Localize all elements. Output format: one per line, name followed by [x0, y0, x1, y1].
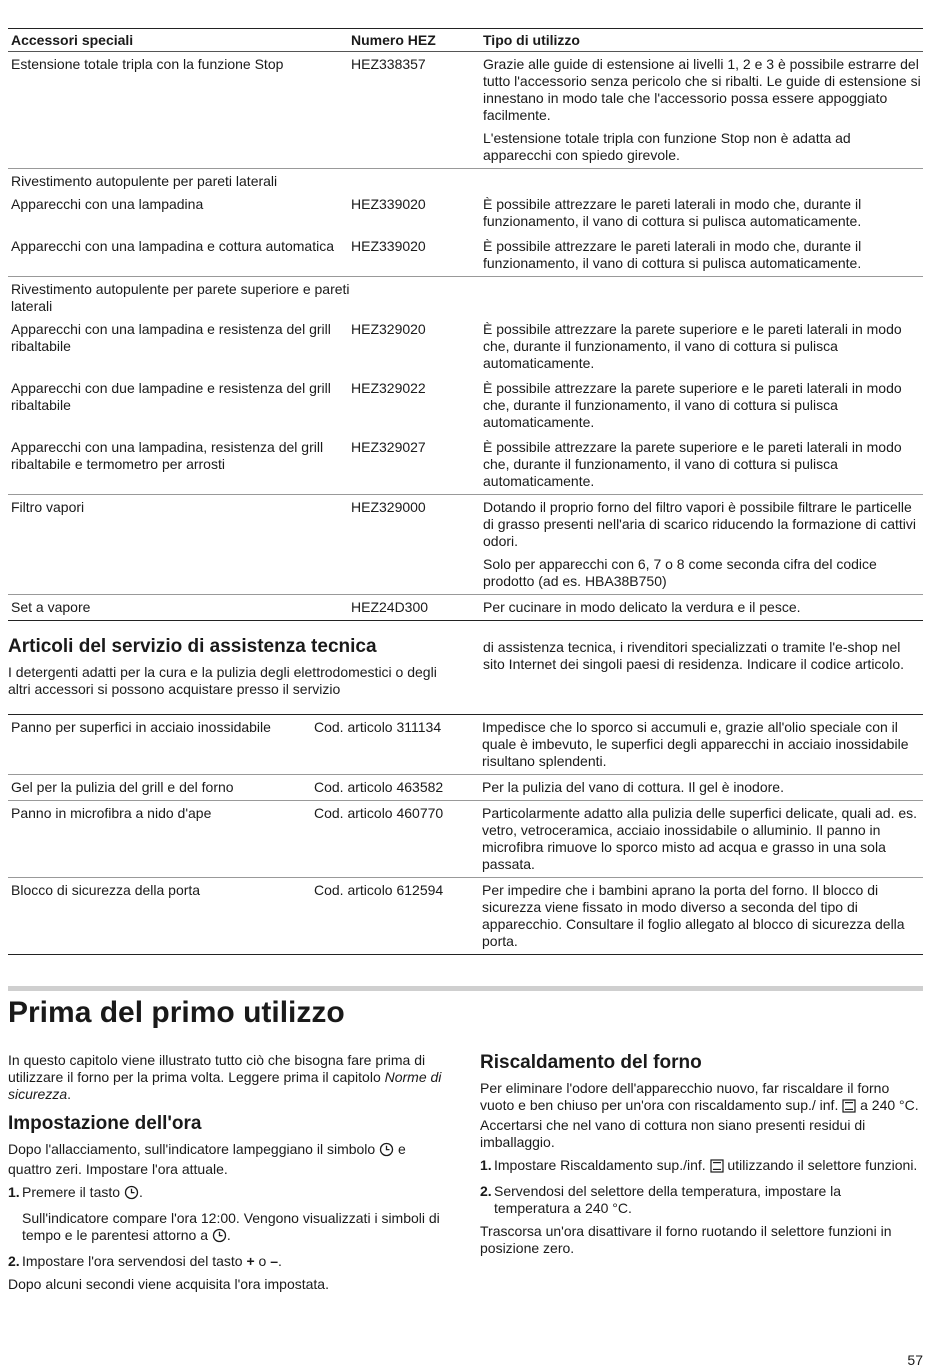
- cell-desc: [483, 56, 923, 164]
- cell-desc: Per cucinare in modo delicato la verdura e il pesce.: [483, 599, 801, 615]
- cell-name: Blocco di sicurezza della porta: [11, 882, 201, 898]
- step-1: 1. Impostare Riscaldamento sup./inf. utilizzando il selettore funzioni.: [480, 1157, 920, 1177]
- accessori-table: [8, 28, 923, 621]
- table-row: [8, 317, 923, 376]
- cell-desc: Per impedire che i bambini aprano la porta del forno. Il blocco di sicurezza viene fissato in modo diverso a seconda del tipo di apparecchio. Consultare il foglio allegato al blocco di sicurezza della porta.: [482, 882, 905, 949]
- cell-code: HEZ338357: [351, 56, 426, 72]
- cell-code: HEZ329027: [351, 439, 426, 455]
- chapter-title: Prima del primo utilizzo: [8, 996, 345, 1029]
- body-text: Dopo alcuni secondi viene acquisita l'ora impostata.: [8, 1276, 329, 1292]
- body-text: Per eliminare l'odore dell'apparecchio nuovo, far riscaldare il forno vuoto e ben chiuso per un'ora con riscaldamento sup./ inf. a 240 °C. Accertarsi che nel vano di cottura non siano presenti residui di imballaggio.: [480, 1080, 919, 1150]
- cell-desc: Particolarmente adatto alla pulizia delle superfici delicate, quali ad. es. vetro, vetroceramica, acciaio inossidabile o alluminio. Il panno in microfibra rimuove lo sporco misto ad acqua e grasso in una sola passata.: [482, 805, 918, 872]
- step-text: Impostare l'ora servendosi del tasto + o –.: [22, 1253, 282, 1269]
- cell-code: HEZ339020: [351, 196, 426, 212]
- cell-name: Panno per superfici in acciaio inossidabile: [11, 719, 271, 735]
- cell-desc: [483, 499, 923, 590]
- step-2: 2. Servendosi del selettore della temperatura, impostare la temperatura a 240 °C.: [480, 1183, 920, 1217]
- top-bottom-heat-icon: [842, 1099, 856, 1117]
- body-text: I detergenti adatti per la cura e la pulizia degli elettrodomestici o degli altri accessori si possono acquistare presso il servizio: [8, 664, 437, 697]
- cell-desc: Impedisce che lo sporco si accumuli e, grazie all'olio speciale con il quale è imbevuto, le superfici degli apparecchi in acciaio inossidabile risultano splendenti.: [482, 719, 909, 769]
- left-column: [8, 1052, 448, 1293]
- table-row: [8, 801, 923, 878]
- section-divider: [8, 986, 923, 991]
- page-number: 57: [907, 1352, 923, 1368]
- cell-name: Apparecchi con due lampadine e resistenza del grill ribaltabile: [11, 380, 331, 413]
- column-header: Accessori speciali: [11, 31, 134, 48]
- intro-text: In questo capitolo viene illustrato tutto ciò che bisogna fare prima di utilizzare il forno per la prima volta. Leggere prima il capitolo Norme di sicurezza.: [8, 1052, 442, 1102]
- table-row: [8, 715, 923, 775]
- step-2: 2. Impostare l'ora servendosi del tasto + o –.: [8, 1253, 448, 1270]
- desc-para: Grazie alle guide di estensione ai livelli 1, 2 e 3 è possibile estrarre del tutto l'accessorio senza pericolo che si ribalti. Le guide di estensione si innestano in modo tale che l'accessorio possa essere appoggiato facilmente.: [483, 56, 921, 123]
- desc-para: L'estensione totale tripla con funzione Stop non è adatta ad apparecchi con spiedo girevole.: [483, 130, 851, 163]
- top-bottom-heat-icon: [710, 1159, 724, 1177]
- cell-desc: È possibile attrezzare la parete superiore e le pareti laterali in modo che, durante il funzionamento, il vano di cottura si pulisca automaticamente.: [483, 439, 902, 489]
- table-row: [8, 435, 923, 495]
- table-row: [8, 52, 923, 169]
- right-column: [480, 1052, 920, 1257]
- step-text: Impostare Riscaldamento sup./inf. utilizzando il selettore funzioni.: [494, 1157, 920, 1177]
- cell-name: Filtro vapori: [11, 499, 85, 515]
- cell-name: Panno in microfibra a nido d'ape: [11, 805, 212, 821]
- plus-icon: +: [246, 1253, 255, 1269]
- body-text: Dopo l'allacciamento, sull'indicatore lampeggiano il simbolo e quattro zeri. Impostare l'ora attuale.: [8, 1141, 406, 1177]
- step-text: Servendosi del selettore della temperatura, impostare la temperatura a 240 °C.: [494, 1183, 842, 1216]
- cell-code: Cod. articolo 311134: [314, 719, 442, 735]
- cell-desc: È possibile attrezzare le pareti laterali in modo che, durante il funzionamento, il vano di cottura si pulisca automaticamente.: [483, 196, 862, 229]
- desc-para: Dotando il proprio forno del filtro vapori è possibile filtrare le particelle di grasso presenti nell'aria di scarico riducendo la formazione di cattivi odori.: [483, 499, 916, 549]
- clock-icon: [212, 1228, 227, 1247]
- table-row: [8, 376, 923, 435]
- cell-name: Estensione totale tripla con la funzione Stop: [11, 56, 284, 72]
- section-heading: Riscaldamento del forno: [480, 1052, 702, 1073]
- cell-code: HEZ329020: [351, 321, 426, 337]
- section-heading: Impostazione dell'ora: [8, 1113, 202, 1134]
- cell-desc: È possibile attrezzare la parete superiore e le pareti laterali in modo che, durante il funzionamento, il vano di cottura si pulisca automaticamente.: [483, 380, 902, 430]
- cell-name: Rivestimento autopulente per parete superiore e pareti laterali: [11, 281, 350, 314]
- table-row: [8, 192, 923, 234]
- table-row: [8, 595, 923, 621]
- section-heading: Articoli del servizio di assistenza tecnica: [8, 636, 377, 657]
- body-text: Trascorsa un'ora disattivare il forno ruotando il selettore funzioni in posizione zero.: [480, 1223, 892, 1256]
- cell-desc: Per la pulizia del vano di cottura. Il gel è inodore.: [482, 779, 784, 795]
- desc-para: Solo per apparecchi con 6, 7 o 8 come seconda cifra del codice prodotto (ad es. HBA38B750): [483, 556, 877, 589]
- column-header: Numero HEZ: [351, 31, 436, 48]
- cell-code: Cod. articolo 612594: [314, 882, 444, 898]
- table-row: [8, 495, 923, 595]
- clock-icon: [124, 1185, 139, 1204]
- clock-icon: [379, 1142, 394, 1161]
- cell-name: Set a vapore: [11, 599, 91, 615]
- cell-name: Apparecchi con una lampadina e cottura automatica: [11, 238, 334, 254]
- assistenza-section: [8, 636, 923, 698]
- cell-code: HEZ339020: [351, 238, 426, 254]
- cell-code: HEZ329000: [351, 499, 426, 515]
- cell-desc: È possibile attrezzare la parete superiore e le pareti laterali in modo che, durante il funzionamento, il vano di cottura si pulisca automaticamente.: [483, 321, 902, 371]
- table-row-group-header: [8, 277, 923, 317]
- table-row: [8, 234, 923, 277]
- cell-code: Cod. articolo 463582: [314, 779, 444, 795]
- cell-name: Rivestimento autopulente per pareti laterali: [11, 173, 278, 189]
- cell-code: HEZ329022: [351, 380, 426, 396]
- cell-code: Cod. articolo 460770: [314, 805, 444, 821]
- cell-desc: È possibile attrezzare le pareti laterali in modo che, durante il funzionamento, il vano di cottura si pulisca automaticamente.: [483, 238, 862, 271]
- minus-icon: –: [270, 1253, 279, 1269]
- table-row: [8, 775, 923, 801]
- table-header: [8, 28, 923, 52]
- table-row-group-header: [8, 169, 923, 192]
- step-note: Sull'indicatore compare l'ora 12:00. Vengono visualizzati i simboli di tempo e le parentesi attorno a .: [22, 1210, 448, 1247]
- articoli-table: [8, 714, 923, 955]
- cell-code: HEZ24D300: [351, 599, 429, 615]
- table-row: [8, 878, 923, 954]
- step-1: 1. Premere il tasto . Sull'indicatore compare l'ora 12:00. Vengono visualizzati i simboli di tempo e le parentesi attorno a .: [8, 1184, 448, 1247]
- cell-name: Gel per la pulizia del grill e del forno: [11, 779, 234, 795]
- column-header: Tipo di utilizzo: [483, 31, 580, 48]
- body-text: di assistenza tecnica, i rivenditori specializzati o tramite l'e-shop nel sito Internet dei singoli paesi di residenza. Indicare il codice articolo.: [483, 639, 905, 672]
- cell-name: Apparecchi con una lampadina, resistenza del grill ribaltabile e termometro per arrosti: [11, 439, 324, 472]
- cell-name: Apparecchi con una lampadina: [11, 196, 204, 212]
- step-text: Premere il tasto .: [22, 1184, 448, 1204]
- cell-name: Apparecchi con una lampadina e resistenza del grill ribaltabile: [11, 321, 331, 354]
